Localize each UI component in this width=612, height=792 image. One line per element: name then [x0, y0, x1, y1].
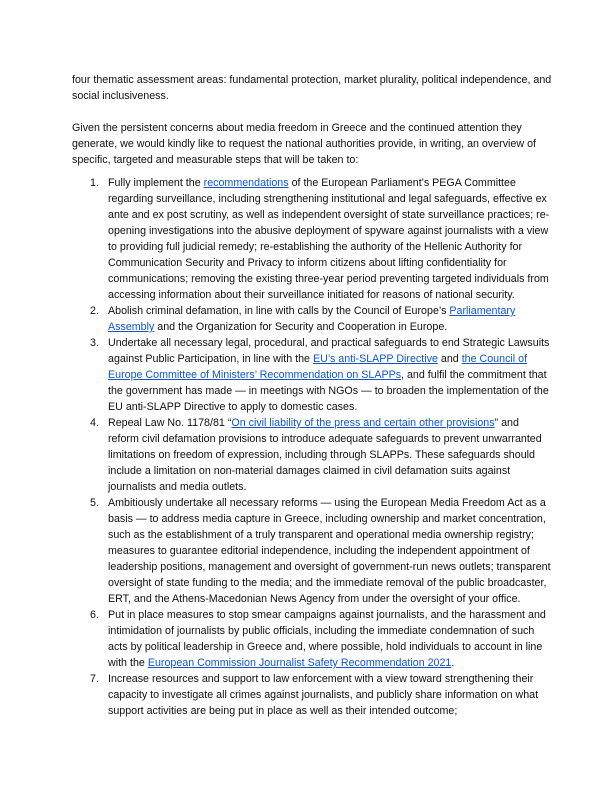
coe-slapp-recommendation-link[interactable]: the Council of Europe Committee of Ministers’ Recommendation on SLAPPs [108, 353, 528, 381]
pega-recommendations-link[interactable]: recommendations [203, 177, 289, 189]
list-item [72, 175, 552, 303]
list-item [72, 495, 552, 607]
eu-anti-slapp-directive-link[interactable]: EU’s anti-SLAPP Directive [312, 353, 438, 365]
list-item-number: 2. [90, 305, 99, 317]
list-item-number: 7. [90, 673, 99, 685]
list-item-text: , and fulfil the commitment that the government has made — in meetings with NGOs — to broaden the implementation of the EU anti-SLAPP Directive to apply to domestic cases. [108, 369, 549, 413]
list-item-text: Repeal Law No. 1178/81 “ [108, 417, 232, 429]
list-item-text: Fully implement the [108, 177, 204, 189]
list-item [72, 335, 552, 415]
list-item-number: 1. [90, 177, 99, 189]
list-item-number: 3. [90, 337, 99, 349]
list-item [72, 671, 552, 719]
list-item-text: Put in place measures to stop smear campaigns against journalists, and the harassment and intimidation of journalists by public officials, including the immediate condemnation of such acts by political leadership in Greece and, where possible, hold individuals to account in line with the [108, 609, 546, 669]
list-item-text: ” and reform civil defamation provisions to introduce adequate safeguards to prevent unwarranted limitations on freedom of expression, including through SLAPPs. These safeguards should include a limitation on non-material damages claimed in civil defamation suits against journalists and media outlets. [108, 417, 542, 493]
list-item-text: of the European Parliament’s PEGA Committee regarding surveillance, including strengthening institutional and legal safeguards, effective ex ante and ex post scrutiny, as well as independent oversight of state surveillance practices; re-opening investigations into the abusive deployment of spyware against journalists with a view to providing full judicial remedy; re-establishing the authority of the Hellenic Authority for Communication Security and Privacy to inform citizens about lifting confidentiality for communications; removing the existing three-year period preventing targeted individuals from accessing information about their surveillance initiated for reasons of national security. [108, 177, 550, 301]
civil-liability-law-link[interactable]: On civil liability of the press and certain other provisions [231, 417, 495, 429]
request-paragraph: Given the persistent concerns about media freedom in Greece and the continued attention they generate, we would kindly like to request the national authorities provide, in writing, an overview of specific, targeted and measurable steps that will be taken to: [72, 122, 536, 166]
list-item-text: and the Organization for Security and Cooperation in Europe. [154, 321, 448, 333]
list-item [72, 303, 552, 335]
list-item-number: 4. [90, 417, 99, 429]
list-item-text: Increase resources and support to law enforcement with a view toward strengthening their capacity to investigate all crimes against journalists, and publicly share information on what support activities are being put in place as well as their intended outcome; [108, 673, 539, 717]
list-item [72, 607, 552, 671]
request-list [72, 175, 552, 719]
list-item-text: Ambitiously undertake all necessary reforms — using the European Media Freedom Act as a basis — to address media capture in Greece, including ownership and market concentration, such as the establishment of a truly transparent and operational media ownership registry; measures to guarantee editorial independence, including the independent appointment of leadership positions, management and oversight of government-run news outlets; transparent oversight of state funding to the media; and the immediate removal of the public broadcaster, ERT, and the Athens-Macedonian News Agency from under the oversight of your office. [108, 497, 551, 605]
intro-continuation-paragraph: four thematic assessment areas: fundamental protection, market plurality, political independence, and social inclusiveness. [72, 74, 552, 102]
list-item-text: Abolish criminal defamation, in line with calls by the Council of Europe’s [108, 305, 450, 317]
journalist-safety-recommendation-link[interactable]: European Commission Journalist Safety Recommendation 2021 [147, 657, 452, 669]
list-item [72, 415, 552, 495]
parliamentary-assembly-link[interactable]: Parliamentary Assembly [108, 305, 516, 333]
list-item-text: and [437, 353, 462, 365]
list-item-text: . [451, 657, 455, 669]
list-item-number: 6. [90, 609, 99, 621]
list-item-number: 5. [90, 497, 99, 509]
list-item-text: Undertake all necessary legal, procedural, and practical safeguards to end Strategic Lawsuits against Public Participation, in line with the [108, 337, 550, 365]
